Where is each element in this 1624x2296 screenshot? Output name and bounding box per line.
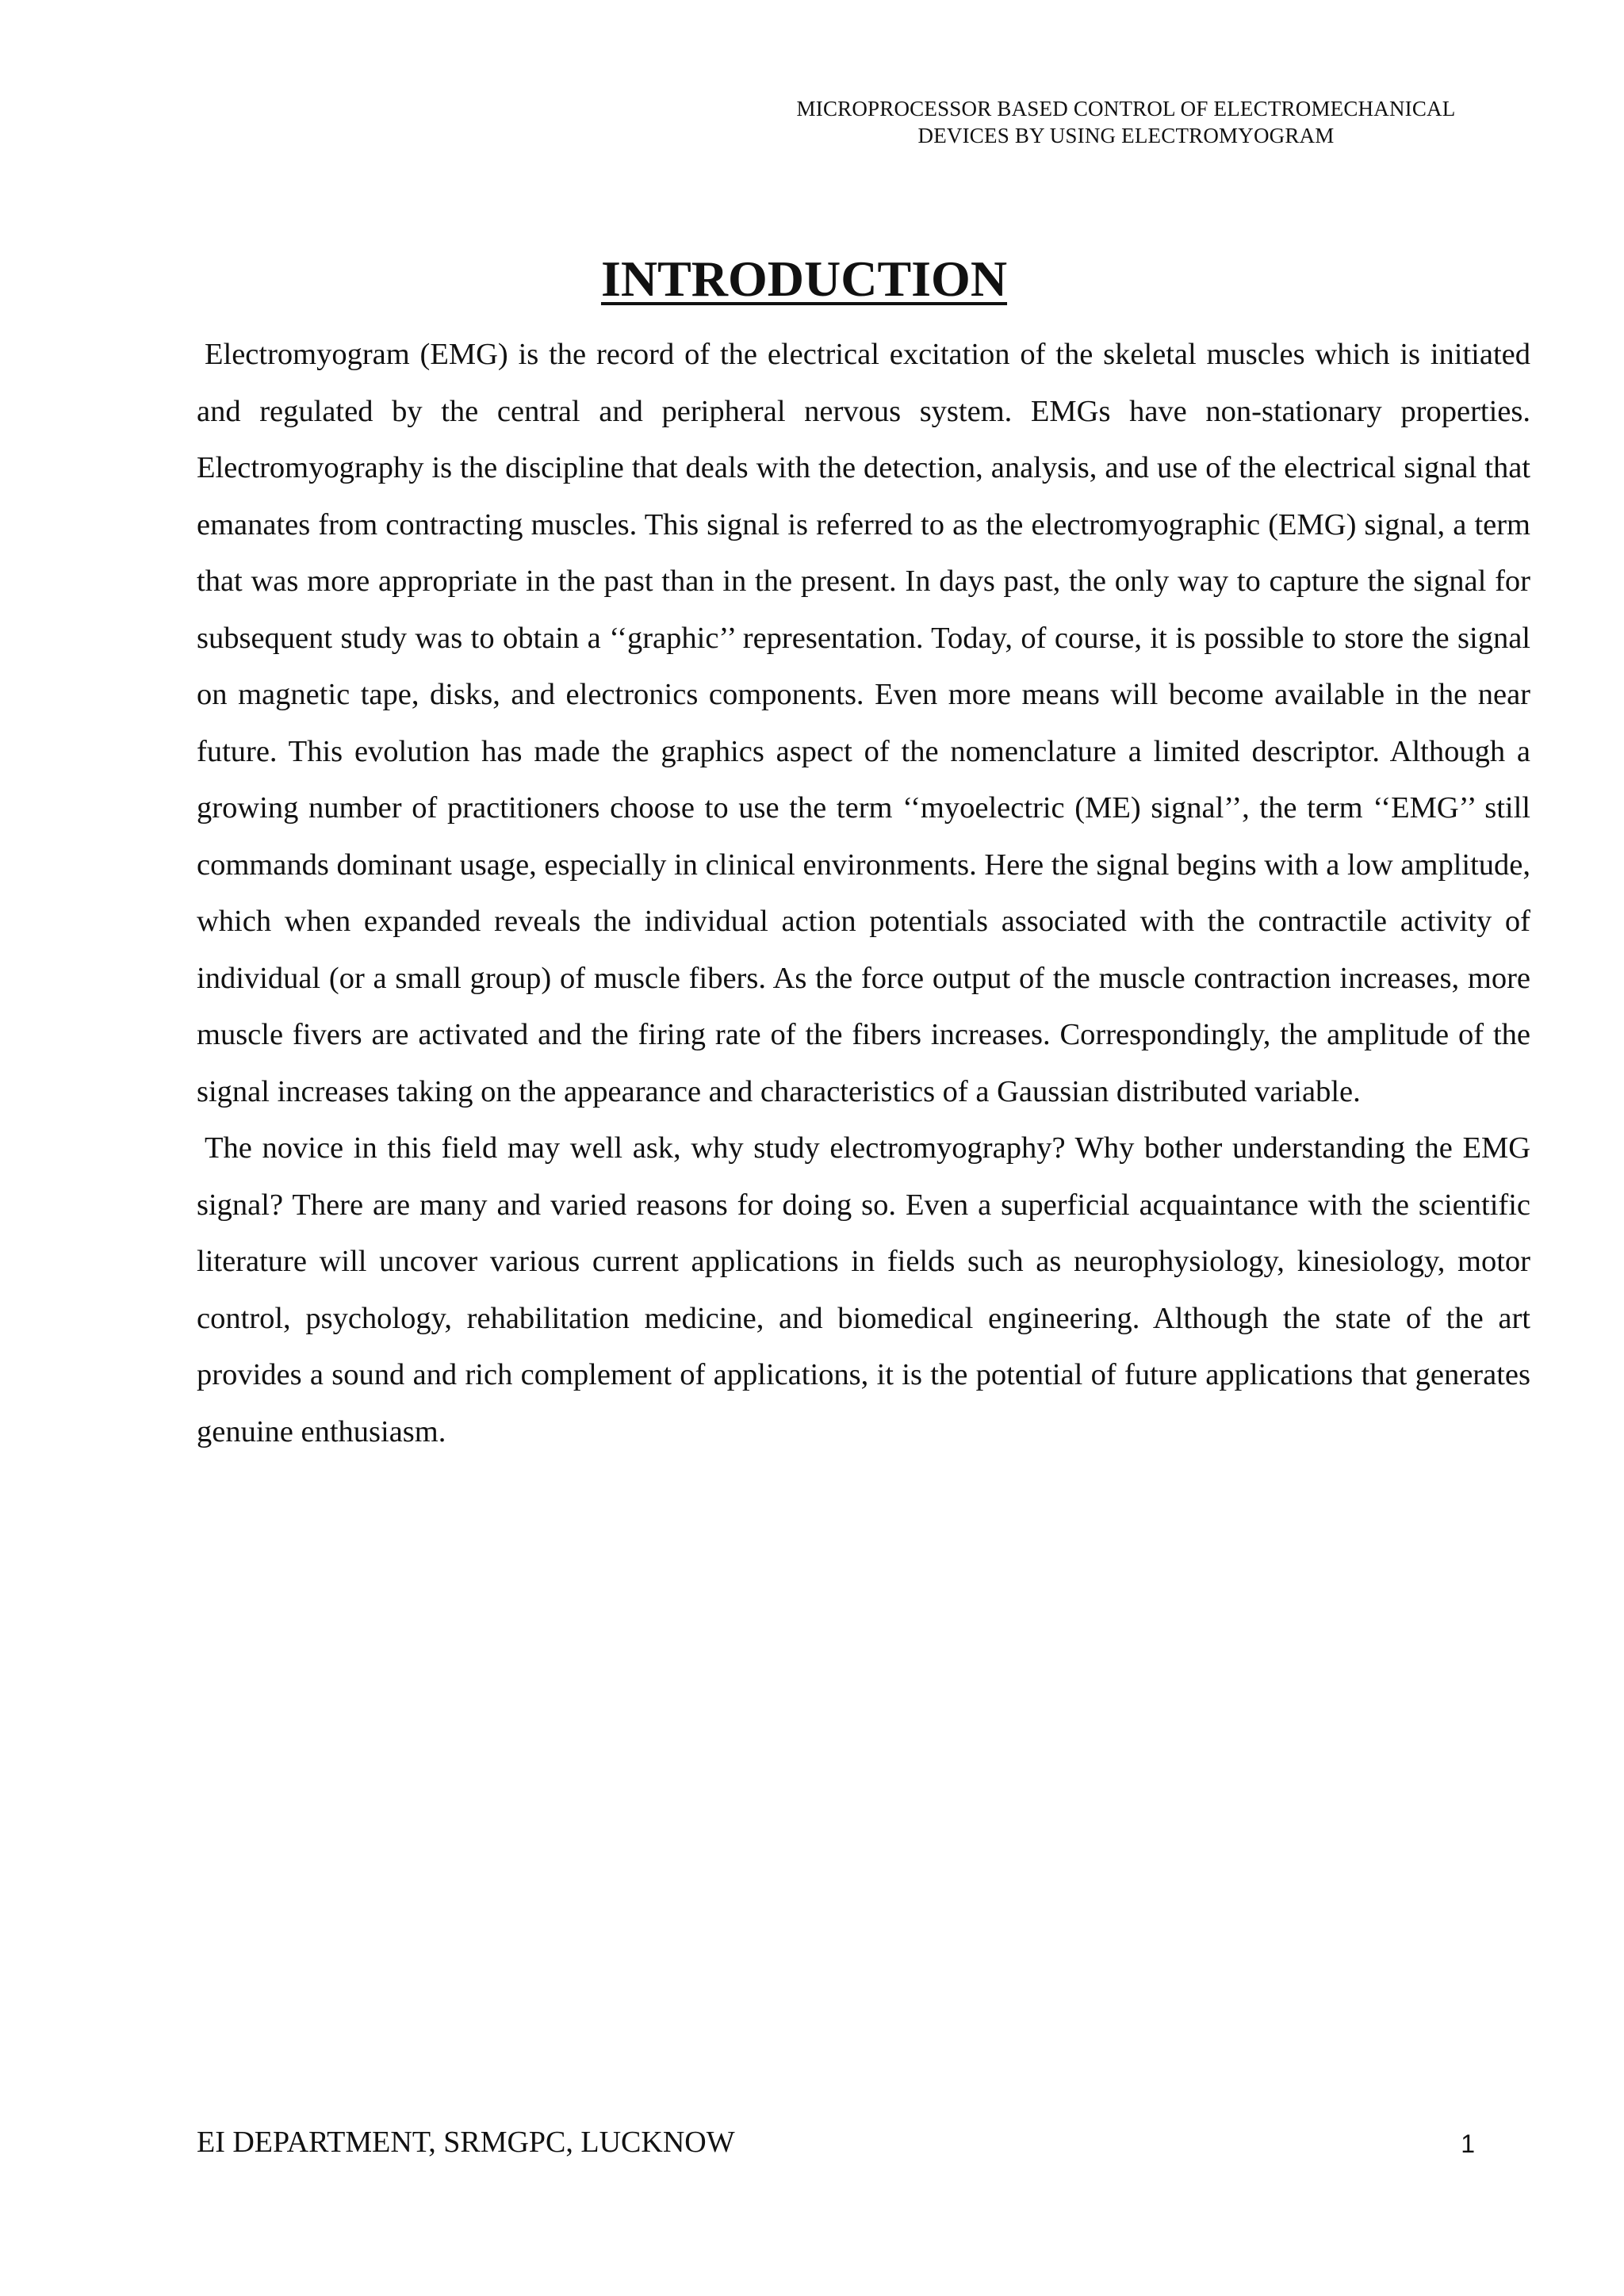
running-header-line-2: DEVICES BY USING ELECTROMYOGRAM xyxy=(917,124,1335,147)
page-title xyxy=(0,247,1624,311)
body-text xyxy=(197,327,1530,1460)
footer-department: EI DEPARTMENT, SRMGPC, LUCKNOW xyxy=(197,2126,735,2159)
page-title-text: INTRODUCTION xyxy=(600,251,1008,307)
running-header xyxy=(714,95,1538,149)
running-header-line-1: MICROPROCESSOR BASED CONTROL OF ELECTROMECHANICAL xyxy=(796,97,1456,121)
paragraph-2: The novice in this field may well ask, why study electromyography? Why bother understanding the EMG signal? There are many and varied reasons for doing so. Even a superficial acquaintance with the scientific literature will uncover various current applications in fields such as neurophysiology, kinesiology, motor control, psychology, rehabilitation medicine, and biomedical engineering. Although the state of the art provides a sound and rich complement of applications, it is the potential of future applications that generates genuine enthusiasm. xyxy=(197,1131,1530,1448)
page-number: 1 xyxy=(1461,2130,1475,2158)
paragraph-1: Electromyogram (EMG) is the record of the electrical excitation of the skeletal muscles which is initiated and regulated by the central and peripheral nervous system. EMGs have non-stationary properties. Electromyography is the discipline that deals with the detection, analysis, and use of the electrical signal that emanates from contracting muscles. This signal is referred to as the electromyographic (EMG) signal, a term that was more appropriate in the past than in the present. In days past, the only way to capture the signal for subsequent study was to obtain a ‘‘graphic’’ representation. Today, of course, it is possible to store the signal on magnetic tape, disks, and electronics components. Even more means will become available in the near future. This evolution has made the graphics aspect of the nomenclature a limited descriptor. Although a growing number of practitioners choose to use the term ‘‘myoelectric (ME) signal’’, the term ‘‘EMG’’ still commands dominant usage, especially in clinical environments. Here the signal begins with a low amplitude, which when expanded reveals the individual action potentials associated with the contractile activity of individual (or a small group) of muscle fibers. As the force output of the muscle contraction increases, more muscle fivers are activated and the firing rate of the fibers increases. Correspondingly, the amplitude of the signal increases taking on the appearance and characteristics of a Gaussian distributed variable. xyxy=(197,338,1530,1108)
